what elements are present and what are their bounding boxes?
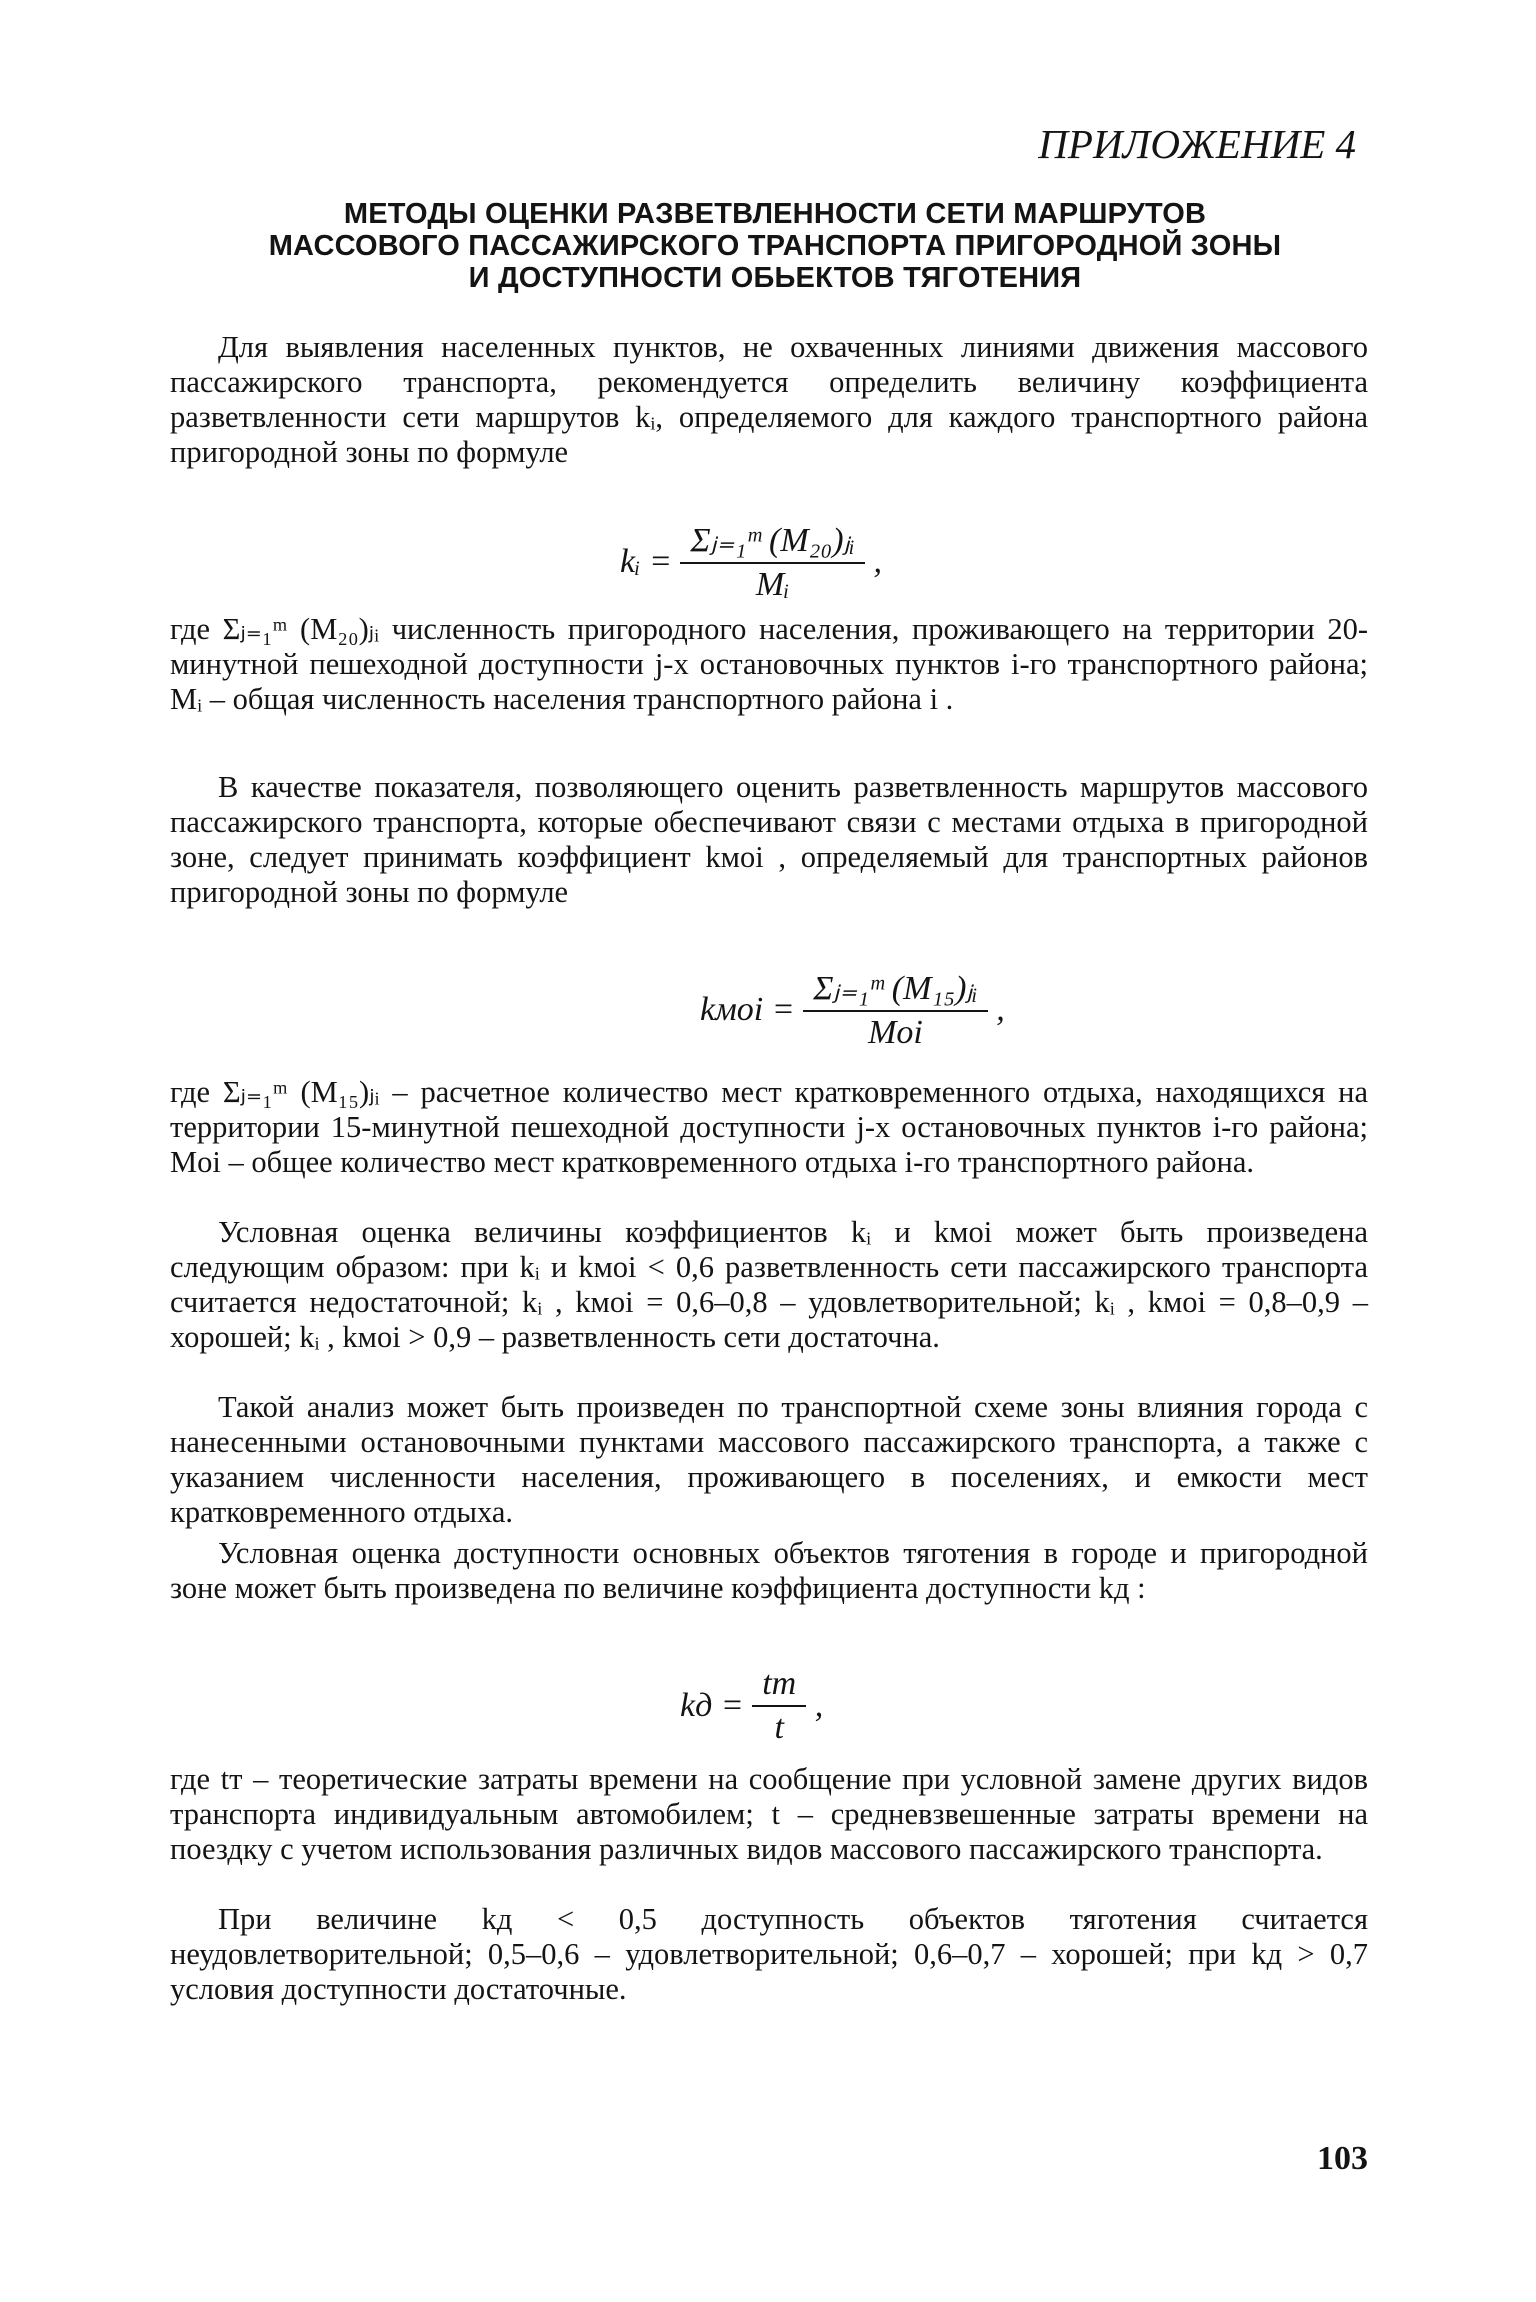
paragraph-assessment: Условная оценка величины коэффициентов kᵢ и kмоi может быть произведена следующим образом: при kᵢ и kмоi < 0,6 разветвленность сети пассажирского транспорта считается недостаточной; kᵢ , kмоi = 0,6–0,8 – удовлетворительной; kᵢ , kмоi = 0,8–0,9 – хорошей; kᵢ , kмоi > 0,9 – разветвленность сети достаточна. [170, 1215, 1368, 1354]
formula-accessibility-coefficient [680, 1665, 823, 1747]
formula-denominator: Mᵢ [755, 566, 790, 603]
paragraph-rest-coefficient: В качестве показателя, позволяющего оценить разветвленность маршрутов массового пассажирского транспорта, которые обеспечивают связи с местами отдыха в пригородной зоне, следует принимать коэффициент kмоi , определяемый для транспортных районов пригородной зоны по формуле [170, 770, 1368, 909]
paragraph-where-3: где tт – теоретические затраты времени на сообщение при условной замене других видов транспорта индивидуальным автомобилем; t – средневзвешенные затраты времени на поездку с учетом использования различных видов массового пассажирского транспорта. [170, 1762, 1368, 1866]
section-title-line: МЕТОДЫ ОЦЕНКИ РАЗВЕТВЛЕННОСТИ СЕТИ МАРШРУТОВ [343, 198, 1207, 230]
section-title-line: И ДОСТУПНОСТИ ОБЬЕКТОВ ТЯГОТЕНИЯ [468, 262, 1082, 294]
paragraph-intro: Для выявления населенных пунктов, не охваченных линиями движения массового пассажирского транспорта, рекомендуется определить величину коэффициента разветвленности сети маршрутов kᵢ, определяемого для каждого транспортного района пригородной зоны по формуле [170, 330, 1368, 469]
section-title-line: МАССОВОГО ПАССАЖИРСКОГО ТРАНСПОРТА ПРИГОРОДНОЙ ЗОНЫ [268, 230, 1282, 262]
paragraph-where-1: где Σⱼ₌₁ᵐ (M₂₀)ⱼᵢ численность пригородного населения, проживающего на территории 20-минутной пешеходной доступности j-х остановочных пунктов i-го транспортного района; Mᵢ – общая численность населения транспортного района i . [170, 612, 1368, 716]
formula-denominator: t [774, 1709, 784, 1746]
section-title [180, 198, 1370, 294]
formula-fraction [803, 968, 988, 1052]
formula-branching-coefficient [620, 520, 882, 604]
formula-numerator: Σⱼ₌₁ᵐ (M₂₀)ⱼᵢ [680, 520, 865, 564]
formula-lhs: kᵢ = [620, 543, 672, 580]
formula-tail: , [996, 991, 1005, 1028]
formula-numerator: Σⱼ₌₁ᵐ (M₁₅)ⱼᵢ [803, 968, 988, 1012]
page-number: 103 [1317, 2140, 1368, 2177]
formula-denominator: Moi [868, 1014, 923, 1051]
formula-fraction [680, 520, 865, 604]
paragraph-conclusion: При величине kд < 0,5 доступность объектов тяготения считается неудовлетворительной; 0,5–0,6 – удовлетворительной; 0,6–0,7 – хорошей; при kд > 0,7 условия доступности достаточные. [170, 1902, 1368, 2006]
formula-lhs: kд = [680, 1687, 744, 1724]
appendix-heading: ПРИЛОЖЕНИЕ 4 [1038, 121, 1356, 167]
formula-lhs: kмоi = [700, 991, 795, 1028]
formula-tail: , [873, 543, 882, 580]
formula-numerator: tт [752, 1665, 806, 1707]
paragraph-where-2: где Σⱼ₌₁ᵐ (M₁₅)ⱼᵢ – расчетное количество мест кратковременного отдыха, находящихся на территории 15-минутной пешеходной доступности j-х остановочных пунктов i-го района; Moi – общее количество мест кратковременного отдыха i-го транспортного района. [170, 1075, 1368, 1179]
formula-rest-coefficient [700, 968, 1005, 1052]
paragraph-analysis: Такой анализ может быть произведен по транспортной схеме зоны влияния города с нанесенными остановочными пунктами массового пассажирского транспорта, а также с указанием численности населения, проживающего в поселениях, и емкости мест кратковременного отдыха. [170, 1390, 1368, 1529]
formula-tail: , [814, 1687, 824, 1724]
paragraph-accessibility: Условная оценка доступности основных объектов тяготения в городе и пригородной зоне может быть произведена по величине коэффициента доступности kд : [170, 1536, 1368, 1605]
formula-fraction [752, 1665, 806, 1747]
